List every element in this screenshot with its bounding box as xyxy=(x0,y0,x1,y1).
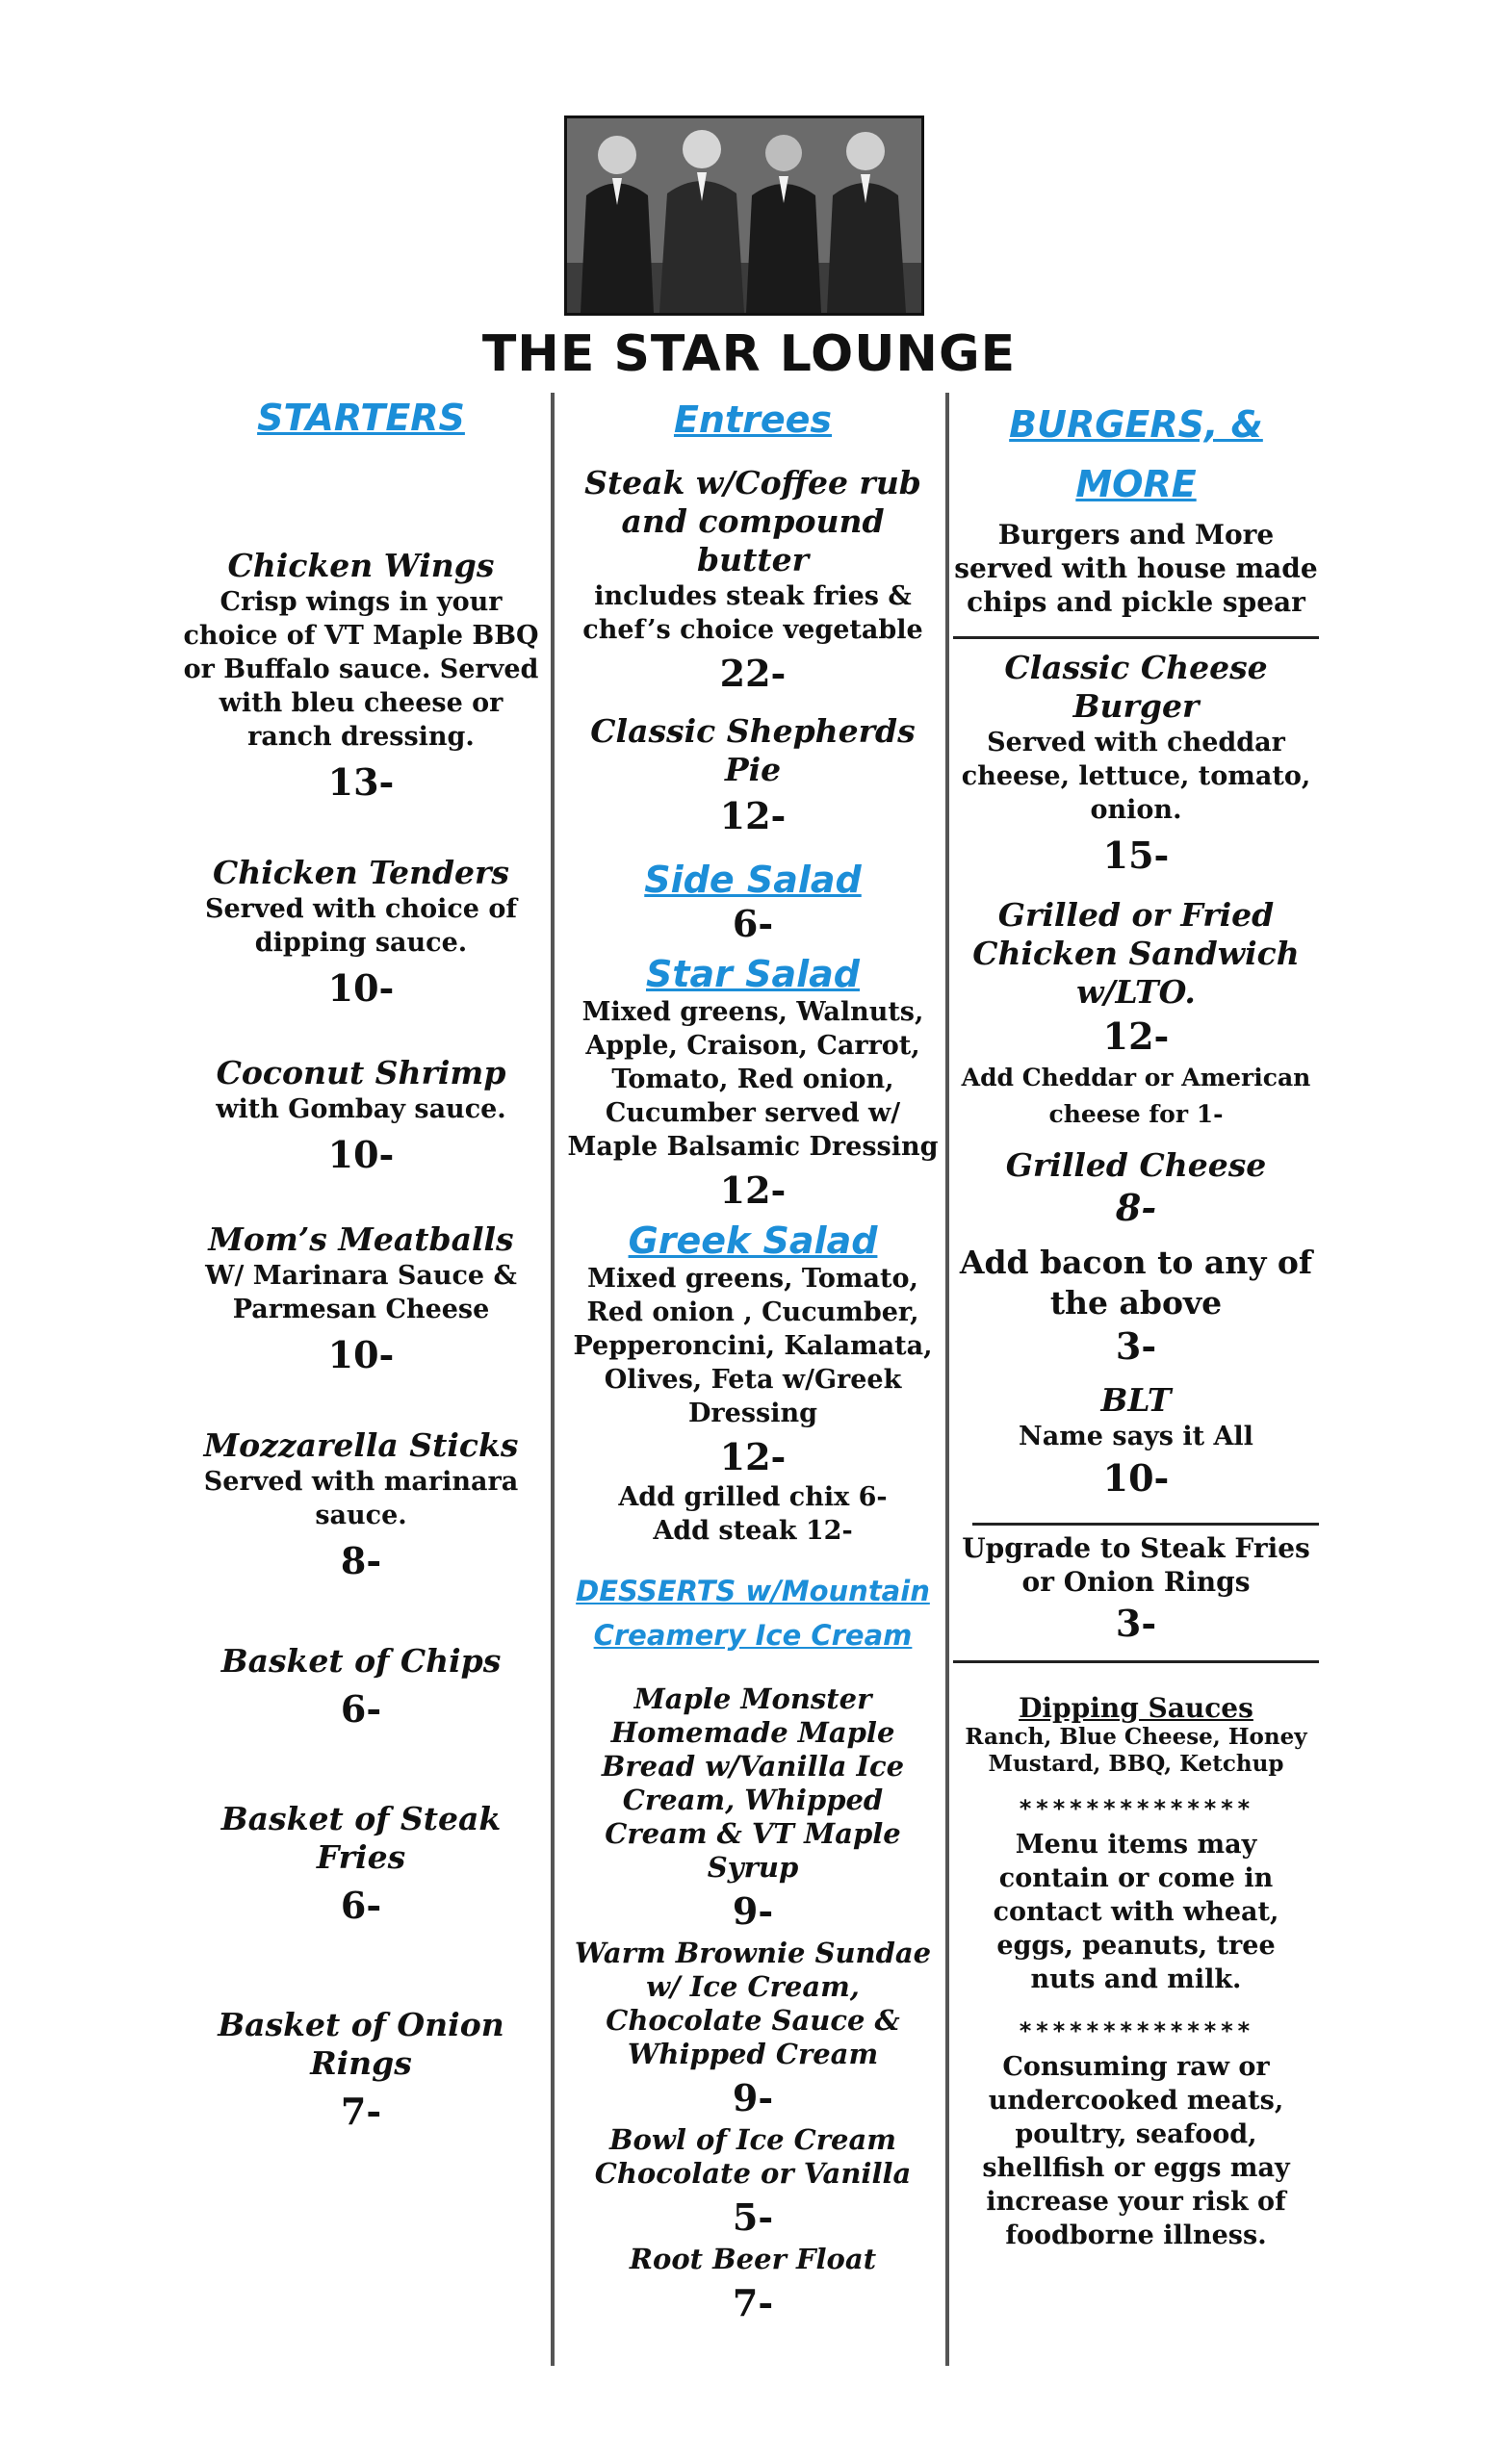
item-name: Grilled Cheese xyxy=(1005,1146,1267,1184)
item-description: Name says it All xyxy=(1019,1422,1253,1451)
item-description: Mixed greens, Tomato, Red onion , Cucumber, Pepperoncini, Kalamata, Olives, Feta w/Greek Dressing xyxy=(573,1264,933,1428)
dipping-list: Ranch, Blue Cheese, Honey Mustard, BBQ, Ketchup xyxy=(965,1724,1307,1777)
item-name: Root Beer Float xyxy=(629,2243,877,2275)
item-price: 12- xyxy=(1102,1014,1170,1058)
burgers-intro: Burgers and More served with house made chips and pickle spear xyxy=(954,519,1318,618)
greek-salad xyxy=(560,1219,945,1548)
column-divider-left xyxy=(551,393,555,2366)
item-description: Served with marinara sauce. xyxy=(203,1467,519,1530)
column-divider-right xyxy=(945,393,949,2366)
menu-item xyxy=(953,1146,1319,1231)
item-price: 5- xyxy=(732,2195,774,2239)
allergy-notice: Menu items may contain or come in contact with wheat, eggs, peanuts, tree nuts and milk. xyxy=(993,1830,1279,1994)
burgers-column xyxy=(953,393,1319,2252)
item-price: 3- xyxy=(1115,1602,1157,1645)
section-divider xyxy=(953,1660,1319,1663)
section-divider xyxy=(972,1523,1319,1526)
item-price: 9- xyxy=(732,1889,774,1933)
item-description: Served with choice of dipping sauce. xyxy=(204,894,518,958)
item-description: Crisp wings in your choice of VT Maple BBQ or Buffalo sauce. Served with bleu cheese or ranch dressing. xyxy=(183,587,539,752)
item-name: Warm Brownie Sundae w/ Ice Cream, Chocolate Sauce & Whipped Cream xyxy=(574,1937,932,2070)
item-description: includes steak fries & chef’s choice vegetable xyxy=(582,581,923,645)
item-name: Classic Shepherds Pie xyxy=(590,712,916,788)
burgers-heading: BURGERS, & MORE xyxy=(1009,403,1263,505)
menu-item xyxy=(560,464,945,697)
item-name: Coconut Shrimp xyxy=(216,1054,506,1091)
menu-item xyxy=(173,2006,549,2135)
item-name: Mom’s Meatballs xyxy=(208,1220,514,1258)
item-price: 7- xyxy=(732,2281,774,2324)
item-price: 7- xyxy=(340,2090,382,2133)
dipping-heading: Dipping Sauces xyxy=(1019,1692,1253,1724)
item-price: 10- xyxy=(327,966,395,1010)
page-title: THE STAR LOUNGE xyxy=(481,325,1017,383)
star-salad xyxy=(560,953,945,1214)
food-safety-warning: Consuming raw or undercooked meats, poultry, seafood, shellfish or eggs may increase your risk of foodborne illness. xyxy=(982,2052,1290,2250)
menu-item xyxy=(953,1243,1319,1370)
starters-heading: STARTERS xyxy=(257,397,465,439)
menu-item xyxy=(570,1682,936,1935)
item-name: Basket of Chips xyxy=(220,1642,502,1680)
item-description: Mixed greens, Walnuts, Apple, Craison, Carrot, Tomato, Red onion, Cucumber served w/ Maple Balsamic Dressing xyxy=(567,997,939,1162)
item-price: 12- xyxy=(719,1435,787,1478)
desserts-section xyxy=(560,1569,945,2326)
greek-salad-heading: Greek Salad xyxy=(628,1219,878,1262)
menu-item xyxy=(173,854,549,1012)
addon-text: Add Cheddar or American cheese for 1- xyxy=(961,1064,1311,1128)
entrees-column xyxy=(560,393,945,2326)
menu-item xyxy=(173,1426,549,1584)
addon-text: Add grilled chix 6- xyxy=(618,1482,888,1512)
dipping-sauces xyxy=(953,1692,1319,1778)
menu-item xyxy=(173,547,549,806)
item-name: Chicken Wings xyxy=(227,547,495,584)
side-salad xyxy=(560,859,945,947)
item-name: Steak w/Coffee rub and compound butter xyxy=(584,464,921,578)
item-name: Chicken Tenders xyxy=(212,854,510,891)
item-price: 3- xyxy=(1115,1324,1157,1368)
item-name: Basket of Steak Fries xyxy=(220,1800,502,1876)
menu-item xyxy=(173,1054,549,1178)
item-price: 12- xyxy=(719,794,787,837)
item-price: 10- xyxy=(1102,1456,1170,1500)
separator-stars: ************** xyxy=(1018,2017,1254,2044)
separator-stars: ************** xyxy=(1018,1795,1254,1822)
item-price: 8- xyxy=(340,1539,382,1582)
item-price: 6- xyxy=(732,902,774,945)
item-price: 8- xyxy=(1115,1186,1157,1229)
menu-item xyxy=(953,649,1319,879)
item-price: 10- xyxy=(327,1333,395,1376)
starters-column xyxy=(173,393,549,2135)
item-price: 12- xyxy=(719,1168,787,1212)
item-name: Grilled or Fried Chicken Sandwich w/LTO. xyxy=(972,896,1300,1011)
item-description: Upgrade to Steak Fries or Onion Rings xyxy=(962,1532,1310,1598)
item-description: W/ Marinara Sauce & Parmesan Cheese xyxy=(205,1261,517,1324)
menu-item xyxy=(570,2123,936,2241)
item-price: 22- xyxy=(719,652,787,695)
upgrade-item xyxy=(953,1531,1319,1647)
item-name: Classic Cheese Burger xyxy=(1004,649,1268,725)
menu-item xyxy=(570,1937,936,2121)
item-description: with Gombay sauce. xyxy=(216,1094,506,1124)
item-price: 9- xyxy=(732,2076,774,2119)
item-price: 13- xyxy=(327,760,395,804)
side-salad-heading: Side Salad xyxy=(644,859,862,901)
menu-item xyxy=(173,1220,549,1378)
item-price: 6- xyxy=(340,1687,382,1731)
addon-text: Add steak 12- xyxy=(653,1516,853,1546)
desserts-heading: DESSERTS w/Mountain Creamery Ice Cream xyxy=(576,1575,930,1652)
menu-item xyxy=(560,712,945,839)
item-name: BLT xyxy=(1100,1381,1172,1419)
item-price: 10- xyxy=(327,1133,395,1176)
menu-item xyxy=(570,2243,936,2326)
item-description: Add bacon to any of the above xyxy=(959,1244,1313,1322)
item-price: 15- xyxy=(1102,834,1170,877)
star-salad-heading: Star Salad xyxy=(645,953,861,995)
header-photo xyxy=(564,116,924,316)
menu-item xyxy=(953,896,1319,1133)
menu-item xyxy=(953,1381,1319,1502)
item-name: Basket of Onion Rings xyxy=(218,2006,504,2082)
item-name: Maple Monster Homemade Maple Bread w/Vanilla Ice Cream, Whipped Cream & VT Maple Syrup xyxy=(601,1682,905,1884)
entrees-heading: Entrees xyxy=(673,398,833,441)
item-price: 6- xyxy=(340,1884,382,1927)
menu-item xyxy=(173,1642,549,1732)
group-photo-image xyxy=(567,118,921,313)
menu-item xyxy=(173,1800,549,1929)
section-divider xyxy=(953,636,1319,639)
item-name: Mozzarella Sticks xyxy=(203,1426,519,1464)
item-description: Served with cheddar cheese, lettuce, tomato, onion. xyxy=(961,728,1311,825)
item-name: Bowl of Ice Cream Chocolate or Vanilla xyxy=(594,2123,912,2190)
